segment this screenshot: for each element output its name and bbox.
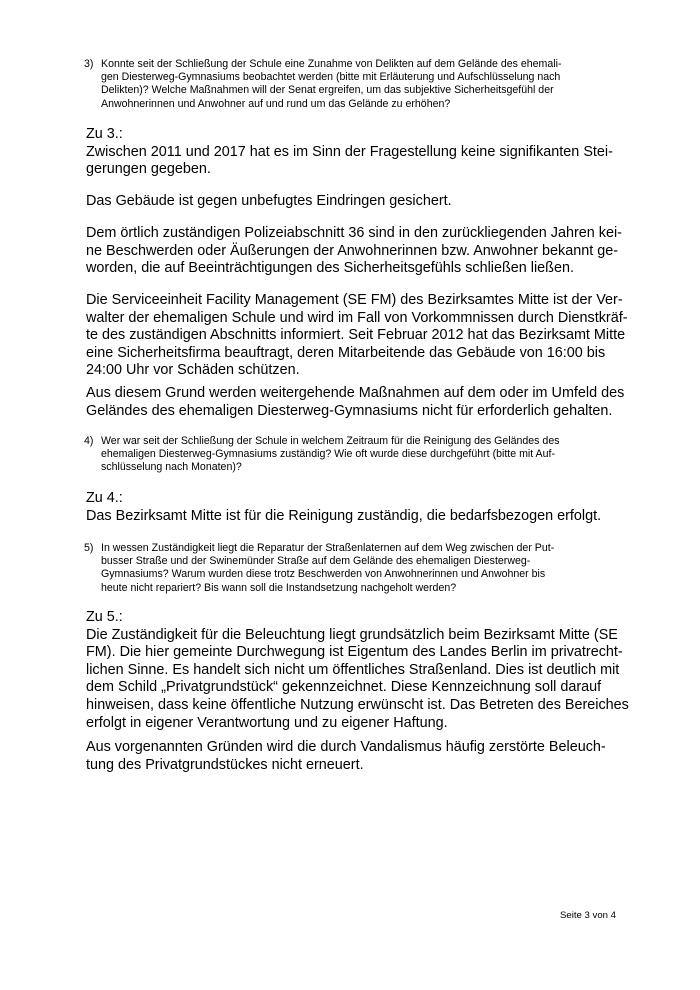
- question-line: Delikten)? Welche Maßnahmen will der Senat ergreifen, um das subjektive Sicherheitsgefühl der: [101, 84, 554, 97]
- question-3: [84, 58, 616, 111]
- answer-line: eine Sicherheitsfirma beauftragt, deren Mitarbeitende das Gebäude von 16:00 bis: [86, 344, 606, 361]
- answer-3-paragraph: [86, 292, 626, 380]
- answer-line: Die Zuständigkeit für die Beleuchtung liegt grundsätzlich beim Bezirksamt Mitte (SE: [86, 626, 618, 643]
- answer-line: tung des Privatgrundstückes nicht erneuert.: [86, 756, 364, 773]
- answer-line: ne Beschwerden oder Äußerungen der Anwohnerinnen bzw. Anwohner bekannt ge-: [86, 242, 619, 259]
- answer-line: Das Gebäude ist gegen unbefugtes Eindringen gesichert.: [86, 193, 452, 209]
- answer-3-paragraph: [86, 385, 626, 420]
- question-number: 3): [84, 58, 94, 70]
- answer-heading: Zu 3.:: [86, 126, 123, 142]
- answer-line: Aus vorgenannten Gründen wird die durch Vandalismus häufig zerstörte Beleuch-: [86, 739, 606, 755]
- answer-line: erfolgt in eigener Verantwortung und zu eigener Haftung.: [86, 714, 448, 731]
- answer-line: worden, die auf Beeinträchtigungen des Sicherheitsgefühls schließen ließen.: [86, 260, 574, 277]
- answer-3-paragraph: [86, 225, 626, 278]
- question-line: schlüsselung nach Monaten)?: [101, 461, 242, 474]
- answer-line: Dem örtlich zuständigen Polizeiabschnitt 36 sind in den zurückliegenden Jahren kei-: [86, 225, 622, 241]
- question-line: heute nicht repariert? Bis wann soll die Instandsetzung nachgeholt werden?: [101, 581, 457, 594]
- answer-line: 24:00 Uhr vor Schäden schützen.: [86, 362, 300, 379]
- answer-line: hinweisen, dass keine öffentliche Nutzung erwünscht ist. Das Betreten des Bereiches: [86, 696, 629, 713]
- answer-3: [86, 126, 626, 179]
- answer-line: Das Bezirksamt Mitte ist für die Reinigung zuständig, die bedarfsbezogen erfolgt.: [86, 507, 602, 524]
- question-4: [84, 435, 616, 475]
- question-line: Konnte seit der Schließung der Schule eine Zunahme von Delikten auf dem Gelände des ehemali-: [101, 58, 562, 70]
- page-number: Seite 3 von 4: [560, 910, 617, 921]
- question-number: 5): [84, 542, 94, 554]
- question-number: 4): [84, 435, 94, 447]
- answer-line: Zwischen 2011 und 2017 hat es im Sinn der Fragestellung keine signifikanten Stei-: [86, 143, 613, 160]
- answer-3-paragraph: [86, 193, 626, 211]
- answer-line: walter der ehemaligen Schule und wird im Fall von Vorkommnissen durch Dienstkräf-: [86, 309, 628, 326]
- question-line: In wessen Zuständigkeit liegt die Reparatur der Straßenlaternen auf dem Weg zwischen der Put-: [101, 542, 555, 554]
- question-line: Anwohnerinnen und Anwohner auf und rund um das Gelände zu erhöhen?: [101, 97, 451, 110]
- answer-line: lichen Sinne. Es handelt sich nicht um öffentliches Straßenland. Dies ist deutlich mit: [86, 661, 620, 678]
- question-line: Gymnasiums? Warum wurden diese trotz Beschwerden von Anwohnerinnen und Anwohner bis: [101, 568, 546, 581]
- answer-line: Geländes des ehemaligen Diesterweg-Gymnasiums nicht für erforderlich gehalten.: [86, 402, 613, 419]
- answer-line: dem Schild „Privatgrundstück“ gekennzeichnet. Diese Kennzeichnung soll darauf: [86, 679, 602, 696]
- answer-5-paragraph: [86, 739, 626, 774]
- answer-line: FM). Die hier gemeinte Durchwegung ist Eigentum des Landes Berlin im privatrecht-: [86, 644, 623, 661]
- answer-line: Aus diesem Grund werden weitergehende Maßnahmen auf dem oder im Umfeld des: [86, 385, 625, 401]
- answer-heading: Zu 5.:: [86, 609, 123, 625]
- question-line: busser Straße und der Swinemünder Straße auf dem Gelände des ehemaligen Diesterweg-: [101, 555, 531, 568]
- answer-4: [86, 490, 626, 525]
- question-line: ehemaligen Diesterweg-Gymnasiums zuständig? Wie oft wurde diese durchgeführt (bitte mit Auf-: [101, 448, 555, 461]
- question-line: Wer war seit der Schließung der Schule in welchem Zeitraum für die Reinigung des Geländes des: [101, 435, 560, 447]
- answer-line: gerungen gegeben.: [86, 161, 211, 178]
- question-line: gen Diesterweg-Gymnasiums beobachtet werden (bitte mit Erläuterung und Aufschlüsselung nach: [101, 71, 561, 84]
- answer-line: Die Serviceeinheit Facility Management (SE FM) des Bezirksamtes Mitte ist der Ver-: [86, 292, 623, 308]
- answer-heading: Zu 4.:: [86, 490, 123, 506]
- answer-line: te des zuständigen Abschnitts informiert. Seit Februar 2012 hat das Bezirksamt Mitte: [86, 327, 626, 344]
- answer-5: [86, 609, 629, 732]
- question-5: [84, 542, 616, 595]
